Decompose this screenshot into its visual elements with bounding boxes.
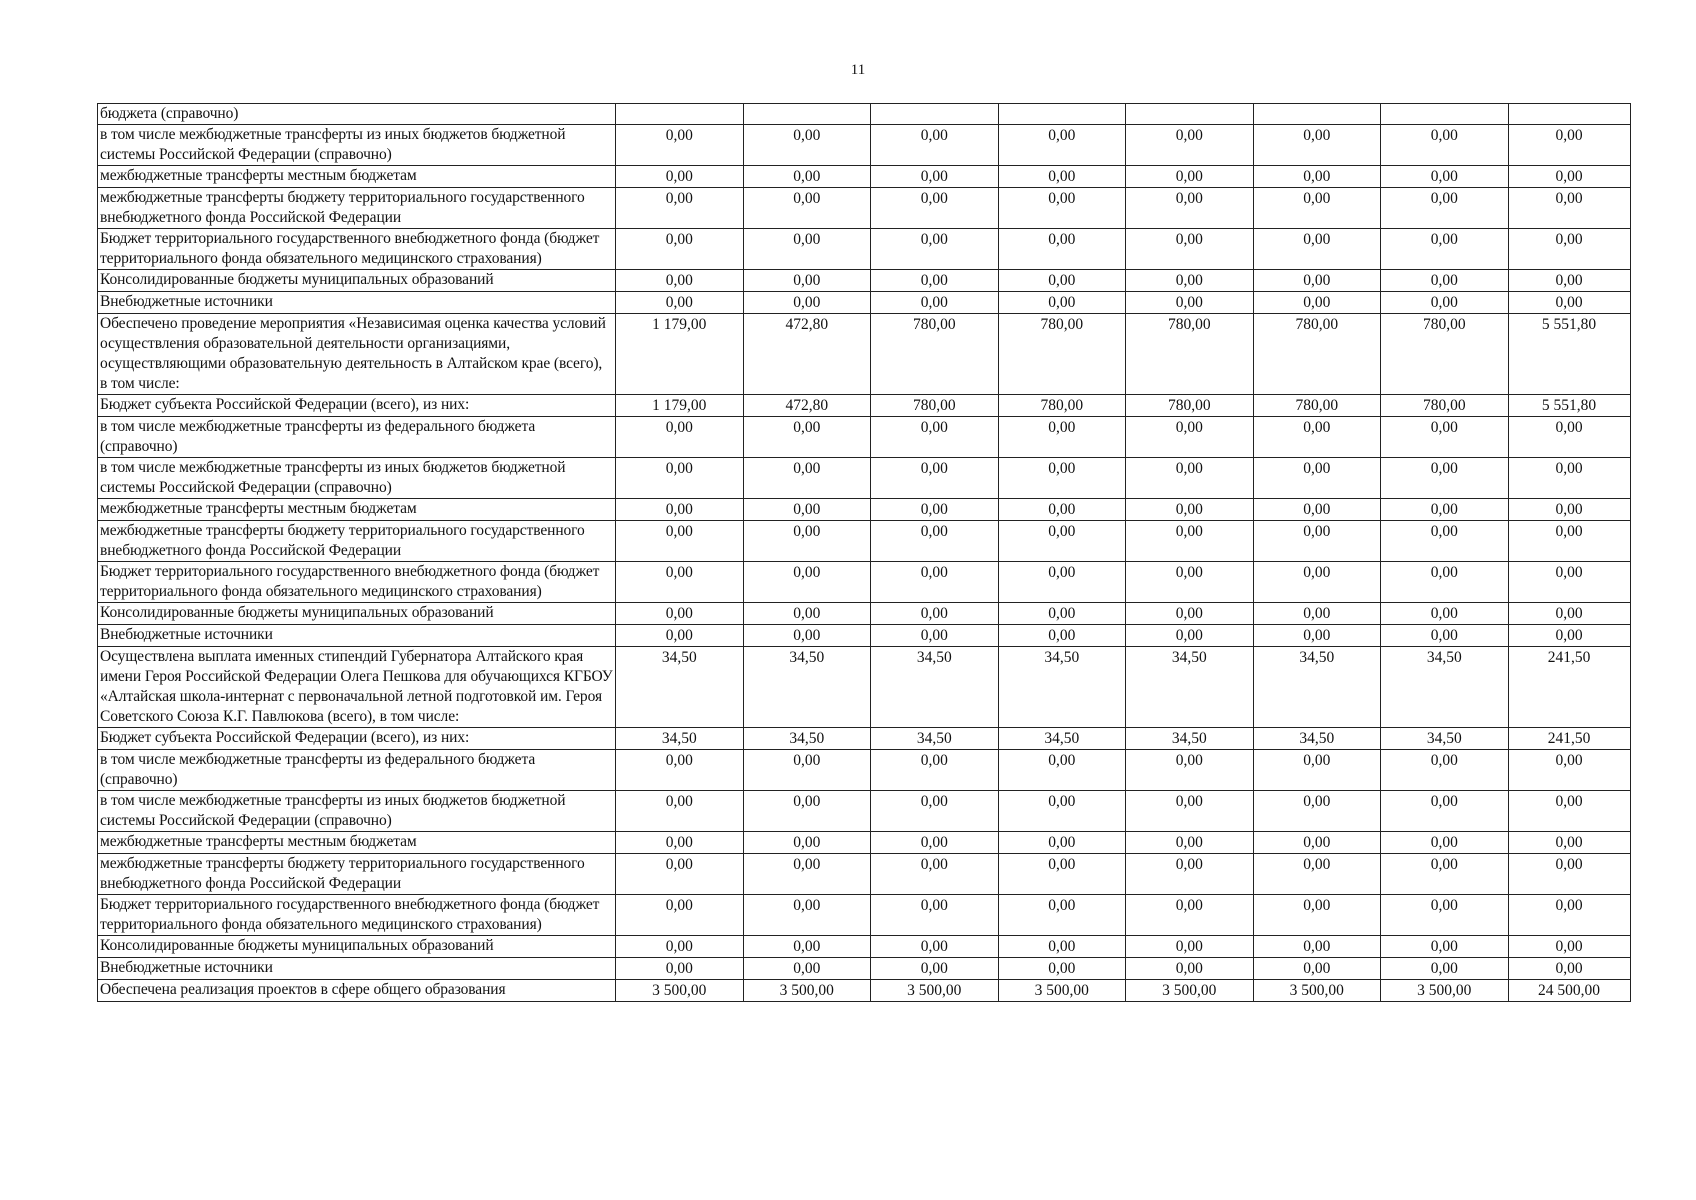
value-cell: 0,00 xyxy=(743,854,871,895)
value-cell xyxy=(1126,104,1254,125)
value-cell: 0,00 xyxy=(616,270,744,292)
value-cell: 0,00 xyxy=(1253,750,1381,791)
row-label: Обеспечена реализация проектов в сфере общего образования xyxy=(98,980,616,1002)
value-cell: 0,00 xyxy=(1126,854,1254,895)
total-cell: 0,00 xyxy=(1508,958,1630,980)
value-cell: 0,00 xyxy=(616,499,744,521)
value-cell: 0,00 xyxy=(998,166,1126,188)
value-cell: 0,00 xyxy=(998,270,1126,292)
value-cell: 0,00 xyxy=(616,791,744,832)
value-cell: 780,00 xyxy=(1253,395,1381,417)
value-cell: 3 500,00 xyxy=(1381,980,1509,1002)
table-row xyxy=(98,314,1631,395)
table-row xyxy=(98,188,1631,229)
total-cell: 5 551,80 xyxy=(1508,314,1630,395)
value-cell: 0,00 xyxy=(871,895,999,936)
value-cell: 0,00 xyxy=(871,521,999,562)
value-cell: 0,00 xyxy=(1253,625,1381,647)
row-label: Внебюджетные источники xyxy=(98,625,616,647)
value-cell: 0,00 xyxy=(1126,895,1254,936)
value-cell: 3 500,00 xyxy=(998,980,1126,1002)
value-cell: 3 500,00 xyxy=(871,980,999,1002)
total-cell: 0,00 xyxy=(1508,166,1630,188)
value-cell: 0,00 xyxy=(616,895,744,936)
value-cell: 0,00 xyxy=(1381,270,1509,292)
value-cell: 0,00 xyxy=(1381,166,1509,188)
value-cell: 0,00 xyxy=(998,832,1126,854)
row-label: Внебюджетные источники xyxy=(98,292,616,314)
table-row xyxy=(98,728,1631,750)
value-cell: 0,00 xyxy=(743,499,871,521)
total-cell: 0,00 xyxy=(1508,458,1630,499)
value-cell: 0,00 xyxy=(1253,270,1381,292)
value-cell: 0,00 xyxy=(743,125,871,166)
value-cell: 0,00 xyxy=(616,603,744,625)
value-cell: 0,00 xyxy=(1381,458,1509,499)
value-cell: 0,00 xyxy=(743,229,871,270)
value-cell: 34,50 xyxy=(998,728,1126,750)
value-cell: 0,00 xyxy=(1381,958,1509,980)
value-cell: 0,00 xyxy=(998,603,1126,625)
value-cell: 0,00 xyxy=(616,188,744,229)
value-cell: 1 179,00 xyxy=(616,395,744,417)
row-label: в том числе межбюджетные трансферты из иных бюджетов бюджетной системы Российской Федерации (справочно) xyxy=(98,791,616,832)
row-label: Бюджет субъекта Российской Федерации (всего), из них: xyxy=(98,395,616,417)
total-cell: 5 551,80 xyxy=(1508,395,1630,417)
value-cell: 0,00 xyxy=(1381,188,1509,229)
value-cell: 0,00 xyxy=(1126,750,1254,791)
total-cell: 0,00 xyxy=(1508,854,1630,895)
value-cell: 0,00 xyxy=(998,895,1126,936)
row-label: Внебюджетные источники xyxy=(98,958,616,980)
value-cell: 0,00 xyxy=(1126,936,1254,958)
value-cell: 0,00 xyxy=(616,458,744,499)
value-cell: 0,00 xyxy=(743,791,871,832)
row-label: Бюджет территориального государственного внебюджетного фонда (бюджет территориального фонда обязательного медицинского страхования) xyxy=(98,895,616,936)
value-cell: 34,50 xyxy=(1253,647,1381,728)
value-cell: 0,00 xyxy=(616,229,744,270)
value-cell: 0,00 xyxy=(1126,521,1254,562)
total-cell: 0,00 xyxy=(1508,499,1630,521)
value-cell: 0,00 xyxy=(743,936,871,958)
value-cell: 0,00 xyxy=(1381,936,1509,958)
table-row xyxy=(98,854,1631,895)
value-cell: 0,00 xyxy=(616,958,744,980)
value-cell: 780,00 xyxy=(1381,314,1509,395)
value-cell: 0,00 xyxy=(1253,292,1381,314)
value-cell: 0,00 xyxy=(998,125,1126,166)
table-row xyxy=(98,125,1631,166)
table-row xyxy=(98,104,1631,125)
value-cell: 0,00 xyxy=(743,166,871,188)
value-cell: 0,00 xyxy=(871,562,999,603)
value-cell: 0,00 xyxy=(998,625,1126,647)
value-cell: 0,00 xyxy=(616,936,744,958)
total-cell: 0,00 xyxy=(1508,936,1630,958)
value-cell: 0,00 xyxy=(1126,458,1254,499)
value-cell: 0,00 xyxy=(1253,958,1381,980)
value-cell: 0,00 xyxy=(871,936,999,958)
value-cell xyxy=(1253,104,1381,125)
value-cell: 0,00 xyxy=(871,832,999,854)
value-cell: 0,00 xyxy=(1126,229,1254,270)
value-cell: 0,00 xyxy=(616,521,744,562)
value-cell: 0,00 xyxy=(871,791,999,832)
value-cell: 0,00 xyxy=(616,166,744,188)
value-cell: 0,00 xyxy=(1253,229,1381,270)
value-cell: 34,50 xyxy=(743,647,871,728)
value-cell: 34,50 xyxy=(616,728,744,750)
value-cell: 0,00 xyxy=(1253,188,1381,229)
value-cell: 0,00 xyxy=(1253,895,1381,936)
value-cell: 0,00 xyxy=(616,292,744,314)
value-cell: 0,00 xyxy=(1253,562,1381,603)
row-label: межбюджетные трансферты местным бюджетам xyxy=(98,166,616,188)
value-cell: 0,00 xyxy=(616,125,744,166)
value-cell: 34,50 xyxy=(871,728,999,750)
total-cell: 0,00 xyxy=(1508,625,1630,647)
value-cell: 0,00 xyxy=(1253,499,1381,521)
total-cell: 0,00 xyxy=(1508,750,1630,791)
value-cell: 0,00 xyxy=(743,603,871,625)
value-cell: 0,00 xyxy=(616,562,744,603)
value-cell: 0,00 xyxy=(1381,521,1509,562)
row-label: в том числе межбюджетные трансферты из иных бюджетов бюджетной системы Российской Федерации (справочно) xyxy=(98,458,616,499)
value-cell: 1 179,00 xyxy=(616,314,744,395)
table-row xyxy=(98,750,1631,791)
value-cell: 0,00 xyxy=(1253,417,1381,458)
table-row xyxy=(98,895,1631,936)
value-cell xyxy=(998,104,1126,125)
table-row xyxy=(98,229,1631,270)
value-cell: 0,00 xyxy=(1253,854,1381,895)
value-cell: 0,00 xyxy=(1126,791,1254,832)
value-cell: 0,00 xyxy=(998,229,1126,270)
total-cell: 0,00 xyxy=(1508,417,1630,458)
row-label: Обеспечено проведение мероприятия «Независимая оценка качества условий осуществления образовательной деятельности организациями, осуществляющими образовательную деятельность в Алтайском крае (всего), в том числе: xyxy=(98,314,616,395)
value-cell: 0,00 xyxy=(1253,166,1381,188)
value-cell: 0,00 xyxy=(1126,832,1254,854)
value-cell: 0,00 xyxy=(1253,603,1381,625)
row-label: Консолидированные бюджеты муниципальных образований xyxy=(98,603,616,625)
value-cell: 34,50 xyxy=(616,647,744,728)
total-cell: 0,00 xyxy=(1508,229,1630,270)
value-cell: 0,00 xyxy=(871,854,999,895)
value-cell: 0,00 xyxy=(1126,292,1254,314)
total-cell: 0,00 xyxy=(1508,791,1630,832)
value-cell: 0,00 xyxy=(871,292,999,314)
value-cell: 780,00 xyxy=(1126,314,1254,395)
row-label: Бюджет территориального государственного внебюджетного фонда (бюджет территориального фонда обязательного медицинского страхования) xyxy=(98,562,616,603)
value-cell: 0,00 xyxy=(1126,499,1254,521)
budget-table xyxy=(97,103,1631,1002)
value-cell: 0,00 xyxy=(743,750,871,791)
value-cell: 0,00 xyxy=(743,562,871,603)
value-cell: 0,00 xyxy=(1381,499,1509,521)
table-row xyxy=(98,499,1631,521)
value-cell: 0,00 xyxy=(871,750,999,791)
value-cell: 780,00 xyxy=(1381,395,1509,417)
value-cell: 780,00 xyxy=(1126,395,1254,417)
value-cell: 0,00 xyxy=(871,958,999,980)
value-cell: 0,00 xyxy=(1381,832,1509,854)
total-cell: 24 500,00 xyxy=(1508,980,1630,1002)
value-cell: 0,00 xyxy=(1381,125,1509,166)
value-cell: 0,00 xyxy=(1381,791,1509,832)
row-label: межбюджетные трансферты бюджету территориального государственного внебюджетного фонда Российской Федерации xyxy=(98,521,616,562)
value-cell: 34,50 xyxy=(1381,647,1509,728)
value-cell: 0,00 xyxy=(743,292,871,314)
value-cell: 3 500,00 xyxy=(616,980,744,1002)
value-cell: 0,00 xyxy=(1381,895,1509,936)
total-cell: 0,00 xyxy=(1508,562,1630,603)
value-cell xyxy=(871,104,999,125)
value-cell: 0,00 xyxy=(1126,166,1254,188)
value-cell xyxy=(616,104,744,125)
value-cell: 0,00 xyxy=(871,458,999,499)
value-cell: 0,00 xyxy=(998,292,1126,314)
total-cell: 0,00 xyxy=(1508,895,1630,936)
table-row xyxy=(98,832,1631,854)
row-label: Бюджет субъекта Российской Федерации (всего), из них: xyxy=(98,728,616,750)
total-cell: 0,00 xyxy=(1508,521,1630,562)
value-cell: 0,00 xyxy=(871,499,999,521)
table-row xyxy=(98,417,1631,458)
value-cell: 0,00 xyxy=(1126,417,1254,458)
value-cell: 0,00 xyxy=(1253,791,1381,832)
table-row xyxy=(98,791,1631,832)
total-cell: 0,00 xyxy=(1508,292,1630,314)
value-cell: 0,00 xyxy=(1381,625,1509,647)
value-cell: 0,00 xyxy=(871,625,999,647)
row-label: Консолидированные бюджеты муниципальных образований xyxy=(98,270,616,292)
value-cell: 472,80 xyxy=(743,314,871,395)
row-label: межбюджетные трансферты местным бюджетам xyxy=(98,499,616,521)
value-cell: 0,00 xyxy=(871,229,999,270)
table-row xyxy=(98,647,1631,728)
total-cell: 0,00 xyxy=(1508,832,1630,854)
value-cell: 780,00 xyxy=(871,395,999,417)
value-cell: 0,00 xyxy=(1381,292,1509,314)
value-cell: 0,00 xyxy=(1253,125,1381,166)
total-cell: 0,00 xyxy=(1508,125,1630,166)
value-cell: 780,00 xyxy=(871,314,999,395)
total-cell: 0,00 xyxy=(1508,603,1630,625)
value-cell: 34,50 xyxy=(1381,728,1509,750)
value-cell xyxy=(1381,104,1509,125)
value-cell: 0,00 xyxy=(1126,270,1254,292)
value-cell: 0,00 xyxy=(998,417,1126,458)
row-label: бюджета (справочно) xyxy=(98,104,616,125)
value-cell: 0,00 xyxy=(743,521,871,562)
value-cell: 0,00 xyxy=(616,417,744,458)
value-cell: 0,00 xyxy=(1381,854,1509,895)
value-cell: 0,00 xyxy=(743,270,871,292)
table-row xyxy=(98,958,1631,980)
value-cell: 780,00 xyxy=(1253,314,1381,395)
value-cell: 0,00 xyxy=(616,750,744,791)
value-cell: 0,00 xyxy=(1253,458,1381,499)
value-cell: 3 500,00 xyxy=(743,980,871,1002)
value-cell: 34,50 xyxy=(998,647,1126,728)
value-cell: 0,00 xyxy=(871,188,999,229)
value-cell: 0,00 xyxy=(998,958,1126,980)
table-row xyxy=(98,936,1631,958)
value-cell: 0,00 xyxy=(1381,229,1509,270)
value-cell: 0,00 xyxy=(998,562,1126,603)
value-cell: 780,00 xyxy=(998,395,1126,417)
table-row xyxy=(98,603,1631,625)
value-cell: 0,00 xyxy=(743,832,871,854)
table-row xyxy=(98,395,1631,417)
table-row xyxy=(98,458,1631,499)
value-cell: 34,50 xyxy=(871,647,999,728)
value-cell: 0,00 xyxy=(1381,417,1509,458)
value-cell: 0,00 xyxy=(998,458,1126,499)
value-cell: 0,00 xyxy=(1126,125,1254,166)
table-row xyxy=(98,521,1631,562)
value-cell: 0,00 xyxy=(1381,562,1509,603)
table-row xyxy=(98,625,1631,647)
value-cell: 0,00 xyxy=(616,832,744,854)
value-cell: 0,00 xyxy=(998,854,1126,895)
row-label: межбюджетные трансферты местным бюджетам xyxy=(98,832,616,854)
value-cell: 0,00 xyxy=(743,625,871,647)
value-cell: 0,00 xyxy=(871,166,999,188)
total-cell: 241,50 xyxy=(1508,647,1630,728)
total-cell: 241,50 xyxy=(1508,728,1630,750)
total-cell: 0,00 xyxy=(1508,188,1630,229)
value-cell: 472,80 xyxy=(743,395,871,417)
page-number: 11 xyxy=(850,62,866,78)
total-cell xyxy=(1508,104,1630,125)
table-row xyxy=(98,562,1631,603)
value-cell: 780,00 xyxy=(998,314,1126,395)
value-cell: 0,00 xyxy=(616,625,744,647)
value-cell xyxy=(743,104,871,125)
value-cell: 0,00 xyxy=(998,521,1126,562)
value-cell: 34,50 xyxy=(1126,647,1254,728)
value-cell: 0,00 xyxy=(871,603,999,625)
value-cell: 0,00 xyxy=(998,188,1126,229)
value-cell: 0,00 xyxy=(998,791,1126,832)
value-cell: 0,00 xyxy=(871,417,999,458)
value-cell: 0,00 xyxy=(871,270,999,292)
value-cell: 0,00 xyxy=(743,958,871,980)
row-label: в том числе межбюджетные трансферты из иных бюджетов бюджетной системы Российской Федерации (справочно) xyxy=(98,125,616,166)
value-cell: 0,00 xyxy=(998,750,1126,791)
table-row xyxy=(98,166,1631,188)
value-cell: 0,00 xyxy=(743,895,871,936)
value-cell: 0,00 xyxy=(1381,750,1509,791)
value-cell: 0,00 xyxy=(1126,625,1254,647)
value-cell: 0,00 xyxy=(998,499,1126,521)
value-cell: 0,00 xyxy=(1253,936,1381,958)
value-cell: 0,00 xyxy=(1253,521,1381,562)
total-cell: 0,00 xyxy=(1508,270,1630,292)
table-row xyxy=(98,292,1631,314)
row-label: в том числе межбюджетные трансферты из федерального бюджета (справочно) xyxy=(98,417,616,458)
value-cell: 0,00 xyxy=(1253,832,1381,854)
row-label: межбюджетные трансферты бюджету территориального государственного внебюджетного фонда Российской Федерации xyxy=(98,854,616,895)
value-cell: 0,00 xyxy=(1126,603,1254,625)
value-cell: 0,00 xyxy=(743,458,871,499)
table-row xyxy=(98,980,1631,1002)
value-cell: 3 500,00 xyxy=(1253,980,1381,1002)
value-cell: 0,00 xyxy=(1381,603,1509,625)
value-cell: 34,50 xyxy=(1126,728,1254,750)
value-cell: 0,00 xyxy=(743,188,871,229)
row-label: Осуществлена выплата именных стипендий Губернатора Алтайского края имени Героя Российской Федерации Олега Пешкова для обучающихся КГБОУ «Алтайская школа-интернат с первоначальной летной подготовкой им. Героя Советского Союза К.Г. Павлюкова (всего), в том числе: xyxy=(98,647,616,728)
value-cell: 34,50 xyxy=(1253,728,1381,750)
value-cell: 0,00 xyxy=(616,854,744,895)
value-cell: 34,50 xyxy=(743,728,871,750)
row-label: межбюджетные трансферты бюджету территориального государственного внебюджетного фонда Российской Федерации xyxy=(98,188,616,229)
table-row xyxy=(98,270,1631,292)
row-label: Бюджет территориального государственного внебюджетного фонда (бюджет территориального фонда обязательного медицинского страхования) xyxy=(98,229,616,270)
value-cell: 0,00 xyxy=(743,417,871,458)
row-label: в том числе межбюджетные трансферты из федерального бюджета (справочно) xyxy=(98,750,616,791)
value-cell: 3 500,00 xyxy=(1126,980,1254,1002)
value-cell: 0,00 xyxy=(1126,562,1254,603)
value-cell: 0,00 xyxy=(1126,188,1254,229)
row-label: Консолидированные бюджеты муниципальных образований xyxy=(98,936,616,958)
value-cell: 0,00 xyxy=(1126,958,1254,980)
value-cell: 0,00 xyxy=(998,936,1126,958)
value-cell: 0,00 xyxy=(871,125,999,166)
